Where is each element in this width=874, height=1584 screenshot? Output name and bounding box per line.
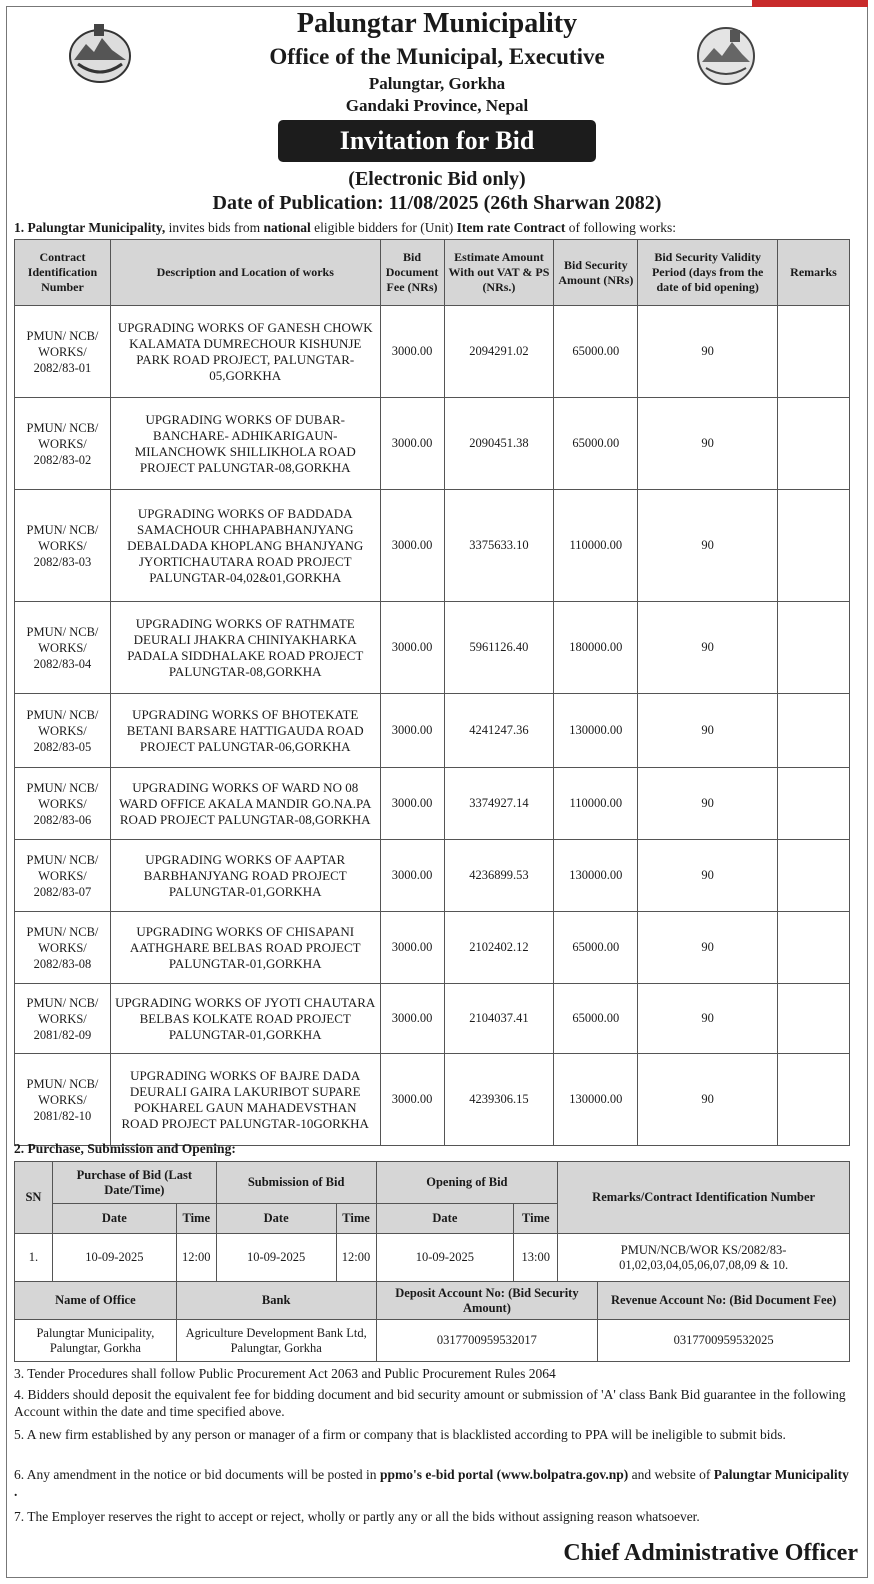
purchase-header-submission: Submission of Bid <box>216 1162 376 1204</box>
col-header-security: Bid Security Amount (NRs) <box>554 240 638 306</box>
purchase-header-purchase: Purchase of Bid (Last Date/Time) <box>52 1162 216 1204</box>
contract-id: PMUN/ NCB/ WORKS/ 2081/82-09 <box>15 984 111 1054</box>
estimate-amount: 2102402.12 <box>444 912 554 984</box>
purchase-header-remarks: Remarks/Contract Identification Number <box>558 1162 850 1234</box>
bid-document-fee: 3000.00 <box>380 398 444 490</box>
bid-security-amount: 110000.00 <box>554 490 638 602</box>
estimate-amount: 3375633.10 <box>444 490 554 602</box>
account-deposit: 0317700959532017 <box>376 1320 598 1362</box>
bid-security-amount: 65000.00 <box>554 984 638 1054</box>
col-header-desc: Description and Location of works <box>110 240 380 306</box>
invitation-banner: Invitation for Bid <box>278 120 596 162</box>
account-table <box>14 1281 850 1362</box>
account-header-revenue: Revenue Account No: (Bid Document Fee) <box>598 1282 850 1320</box>
works-row <box>15 1054 850 1146</box>
note-3: 3. Tender Procedures shall follow Public Procurement Act 2063 and Public Procurement Rules 2064 <box>14 1366 556 1381</box>
purchase-sn: 1. <box>15 1234 53 1282</box>
remarks <box>778 912 850 984</box>
intro-bold-1: Palungtar Municipality, <box>27 220 166 235</box>
security-validity: 90 <box>638 840 778 912</box>
signature: Chief Administrative Officer <box>563 1540 858 1566</box>
address-line-2: Gandaki Province, Nepal <box>345 96 529 115</box>
estimate-amount: 3374927.14 <box>444 768 554 840</box>
security-validity: 90 <box>638 490 778 602</box>
bid-document-fee: 3000.00 <box>380 694 444 768</box>
intro-text-1: invites bids from <box>165 220 264 235</box>
contract-id: PMUN/ NCB/ WORKS/ 2082/83-06 <box>15 768 111 840</box>
intro-bold-2: national <box>263 220 311 235</box>
works-row <box>15 768 850 840</box>
intro-num: 1. <box>14 220 25 235</box>
address-line-1: Palungtar, Gorkha <box>368 74 506 93</box>
security-validity: 90 <box>638 984 778 1054</box>
works-table-header <box>15 240 850 306</box>
purchase-remarks: PMUN/NCB/WOR KS/2082/83-01,02,03,04,05,06,07,08,09 & 10. <box>558 1234 850 1282</box>
intro-text-3: of following works: <box>565 220 676 235</box>
bid-document-fee: 3000.00 <box>380 306 444 398</box>
purchase-table <box>14 1161 850 1282</box>
contract-id: PMUN/ NCB/ WORKS/ 2082/83-05 <box>15 694 111 768</box>
work-description: UPGRADING WORKS OF BAJRE DADA DEURALI GAIRA LAKURIBOT SUPARE POKHAREL GAUN MAHADEVSTHAN ROAD PROJECT PALUNGTAR-10GORKHA <box>110 1054 380 1146</box>
security-validity: 90 <box>638 398 778 490</box>
bid-document-fee: 3000.00 <box>380 912 444 984</box>
work-description: UPGRADING WORKS OF RATHMATE DEURALI JHAKRA CHINIYAKHARKA PADALA SIDDHALAKE ROAD PROJECT PALUNGTAR-08,GORKHA <box>110 602 380 694</box>
bid-security-amount: 65000.00 <box>554 398 638 490</box>
note-6-text-c: and website of <box>628 1467 714 1482</box>
security-validity: 90 <box>638 768 778 840</box>
account-header-deposit: Deposit Account No: (Bid Security Amount) <box>376 1282 598 1320</box>
remarks <box>778 602 850 694</box>
estimate-amount: 2090451.38 <box>444 398 554 490</box>
opening-date-header: Date <box>376 1204 514 1234</box>
remarks <box>778 398 850 490</box>
contract-id: PMUN/ NCB/ WORKS/ 2082/83-02 <box>15 398 111 490</box>
bid-security-amount: 130000.00 <box>554 1054 638 1146</box>
note-6-municipality: Palungtar Municipality . <box>14 1467 849 1499</box>
security-validity: 90 <box>638 306 778 398</box>
bid-security-amount: 65000.00 <box>554 912 638 984</box>
bid-security-amount: 110000.00 <box>554 768 638 840</box>
estimate-amount: 4236899.53 <box>444 840 554 912</box>
works-row <box>15 694 850 768</box>
bid-document-fee: 3000.00 <box>380 768 444 840</box>
purchase-date-header: Date <box>52 1204 176 1234</box>
account-row <box>15 1320 850 1362</box>
submission-time: 12:00 <box>336 1234 376 1282</box>
works-row <box>15 490 850 602</box>
estimate-amount: 2094291.02 <box>444 306 554 398</box>
submission-date: 10-09-2025 <box>216 1234 336 1282</box>
estimate-amount: 4241247.36 <box>444 694 554 768</box>
purchase-row <box>15 1234 850 1282</box>
estimate-amount: 5961126.40 <box>444 602 554 694</box>
bid-document-fee: 3000.00 <box>380 490 444 602</box>
bid-document-fee: 3000.00 <box>380 840 444 912</box>
remarks <box>778 490 850 602</box>
col-header-remarks: Remarks <box>778 240 850 306</box>
note-6 <box>14 1466 850 1500</box>
works-row <box>15 984 850 1054</box>
note-7: 7. The Employer reserves the right to accept or reject, wholly or partly any or all the bids without assigning reason whatsoever. <box>14 1509 700 1524</box>
account-office: Palungtar Municipality, Palungtar, Gorkha <box>15 1320 177 1362</box>
security-validity: 90 <box>638 912 778 984</box>
opening-time: 13:00 <box>514 1234 558 1282</box>
remarks <box>778 694 850 768</box>
submission-date-header: Date <box>216 1204 336 1234</box>
account-header-bank: Bank <box>176 1282 376 1320</box>
note-6-portal: ppmo's e-bid portal (www.bolpatra.gov.np) <box>379 1467 629 1482</box>
subtitle: (Electronic Bid only) <box>348 168 526 190</box>
purchase-header-opening: Opening of Bid <box>376 1162 558 1204</box>
works-table <box>14 239 850 1146</box>
bid-security-amount: 180000.00 <box>554 602 638 694</box>
remarks <box>778 984 850 1054</box>
opening-date: 10-09-2025 <box>376 1234 514 1282</box>
bid-security-amount: 65000.00 <box>554 306 638 398</box>
estimate-amount: 2104037.41 <box>444 984 554 1054</box>
works-row <box>15 912 850 984</box>
bid-security-amount: 130000.00 <box>554 694 638 768</box>
purchase-time-header: Time <box>176 1204 216 1234</box>
work-description: UPGRADING WORKS OF CHISAPANI AATHGHARE BELBAS ROAD PROJECT PALUNGTAR-01,GORKHA <box>110 912 380 984</box>
col-header-cid: Contract Identification Number <box>15 240 111 306</box>
work-description: UPGRADING WORKS OF GANESH CHOWK KALAMATA DUMRECHOUR KISHUNJE PARK ROAD PROJECT, PALUNGTAR-05,GORKHA <box>110 306 380 398</box>
purchase-header-sn: SN <box>15 1162 53 1234</box>
contract-id: PMUN/ NCB/ WORKS/ 2081/82-10 <box>15 1054 111 1146</box>
contract-id: PMUN/ NCB/ WORKS/ 2082/83-08 <box>15 912 111 984</box>
red-corner-tag <box>752 0 868 7</box>
work-description: UPGRADING WORKS OF WARD NO 08 WARD OFFICE AKALA MANDIR GO.NA.PA ROAD PROJECT PALUNGTAR-08,GORKHA <box>110 768 380 840</box>
contract-id: PMUN/ NCB/ WORKS/ 2082/83-07 <box>15 840 111 912</box>
estimate-amount: 4239306.15 <box>444 1054 554 1146</box>
contract-id: PMUN/ NCB/ WORKS/ 2082/83-03 <box>15 490 111 602</box>
opening-time-header: Time <box>514 1204 558 1234</box>
works-row <box>15 398 850 490</box>
remarks <box>778 840 850 912</box>
office-title: Office of the Municipal, Executive <box>269 44 605 69</box>
col-header-fee: Bid Document Fee (NRs) <box>380 240 444 306</box>
bid-security-amount: 130000.00 <box>554 840 638 912</box>
account-header-office: Name of Office <box>15 1282 177 1320</box>
purchase-time: 12:00 <box>176 1234 216 1282</box>
purchase-date: 10-09-2025 <box>52 1234 176 1282</box>
security-validity: 90 <box>638 694 778 768</box>
col-header-validity: Bid Security Validity Period (days from the date of bid opening) <box>638 240 778 306</box>
org-title: Palungtar Municipality <box>296 8 578 39</box>
bid-document-fee: 3000.00 <box>380 984 444 1054</box>
security-validity: 90 <box>638 1054 778 1146</box>
intro-bold-3: Item rate Contract <box>456 220 566 235</box>
bid-document-fee: 3000.00 <box>380 602 444 694</box>
work-description: UPGRADING WORKS OF DUBAR-BANCHARE- ADHIKARIGAUN-MILANCHOWK SHILLIKHOLA ROAD PROJECT PALUNGTAR-08,GORKHA <box>110 398 380 490</box>
work-description: UPGRADING WORKS OF BADDADA SAMACHOUR CHHAPABHANJYANG DEBALDADA KHOPLANG BHANJYANG JYORTICHAUTARA ROAD PROJECT PALUNGTAR-04,02&01,GORKHA <box>110 490 380 602</box>
work-description: UPGRADING WORKS OF JYOTI CHAUTARA BELBAS KOLKATE ROAD PROJECT PALUNGTAR-01,GORKHA <box>110 984 380 1054</box>
works-row <box>15 840 850 912</box>
note-4: 4. Bidders should deposit the equivalent fee for bidding document and bid security amount or submission of 'A' class Bank Bid guarantee in the following Account within the date and time specified above. <box>14 1387 846 1419</box>
contract-id: PMUN/ NCB/ WORKS/ 2082/83-01 <box>15 306 111 398</box>
remarks <box>778 768 850 840</box>
note-5: 5. A new firm established by any person or manager of a firm or company that is blacklisted according to PPA will be ineligible to submit bids. <box>14 1427 786 1442</box>
note-6-text-a: 6. Any amendment in the notice or bid documents will be posted in <box>14 1467 380 1482</box>
submission-time-header: Time <box>336 1204 376 1234</box>
remarks <box>778 306 850 398</box>
publication-date: Date of Publication: 11/08/2025 (26th Sharwan 2082) <box>212 192 662 214</box>
contract-id: PMUN/ NCB/ WORKS/ 2082/83-04 <box>15 602 111 694</box>
account-bank: Agriculture Development Bank Ltd, Palungtar, Gorkha <box>176 1320 376 1362</box>
security-validity: 90 <box>638 602 778 694</box>
intro-text-2: eligible bidders for (Unit) <box>310 220 457 235</box>
bid-document-fee: 3000.00 <box>380 1054 444 1146</box>
remarks <box>778 1054 850 1146</box>
intro-paragraph <box>14 219 676 236</box>
works-row <box>15 306 850 398</box>
works-row <box>15 602 850 694</box>
section2-title: 2. Purchase, Submission and Opening: <box>14 1141 236 1156</box>
work-description: UPGRADING WORKS OF AAPTAR BARBHANJYANG ROAD PROJECT PALUNGTAR-01,GORKHA <box>110 840 380 912</box>
work-description: UPGRADING WORKS OF BHOTEKATE BETANI BARSARE HATTIGAUDA ROAD PROJECT PALUNGTAR-06,GORKHA <box>110 694 380 768</box>
account-revenue: 0317700959532025 <box>598 1320 850 1362</box>
col-header-estimate: Estimate Amount With out VAT & PS (NRs.) <box>444 240 554 306</box>
